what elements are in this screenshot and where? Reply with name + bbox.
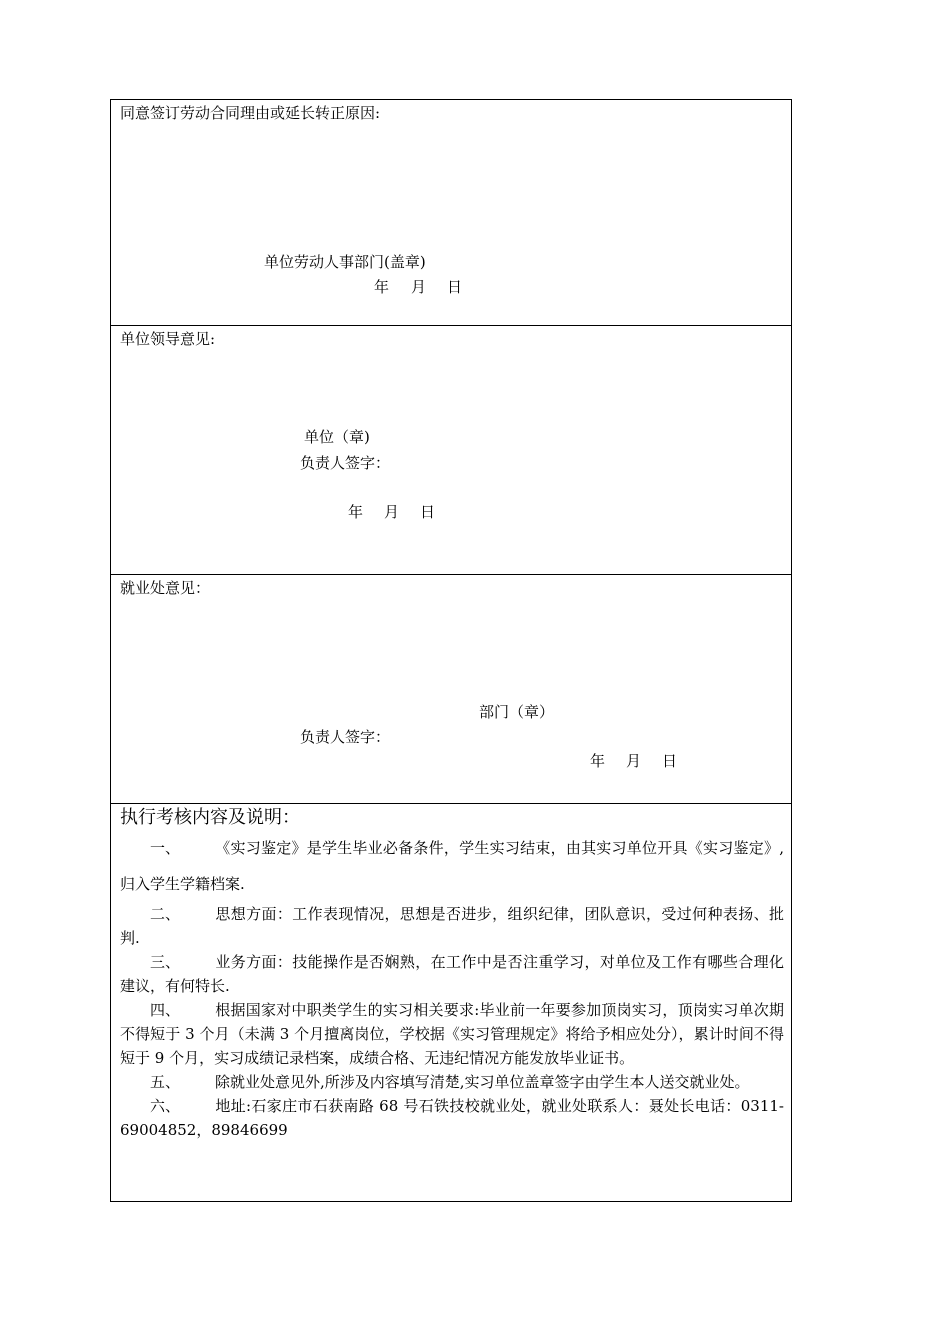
employment-office-opinion-label: 就业处意见： [120, 579, 211, 597]
department-stamp: 部门（章） [479, 703, 555, 721]
note-item [120, 902, 784, 950]
approval-form-table [110, 99, 792, 1202]
note-text: 业务方面：技能操作是否娴熟，在工作中是否注重学习，对单位及工作有哪些合理化建议，有何特长. [120, 953, 784, 995]
date-month: 月 [626, 752, 642, 770]
note-text: 除就业处意见外,所涉及内容填写清楚,实习单位盖章签字由学生本人送交就业处。 [215, 1073, 750, 1091]
note-text: 地址:石家庄市石获南路 68 号石铁技校就业处，就业处联系人：聂处长电话：0311-69004852，89846699 [120, 1097, 784, 1139]
leader-date-line [348, 503, 435, 521]
note-item [120, 1094, 784, 1142]
note-item [120, 1070, 784, 1094]
office-date-line [590, 752, 677, 770]
date-year: 年 [348, 503, 364, 521]
note-number: 六、 [150, 1097, 181, 1115]
section-unit-leader-opinion [111, 326, 791, 575]
leader-signature-label: 负责人签字： [300, 454, 391, 472]
date-day: 日 [662, 752, 678, 770]
hr-date-line [374, 278, 462, 296]
unit-stamp: 单位（章) [304, 428, 370, 446]
date-year: 年 [590, 752, 606, 770]
note-item [120, 830, 784, 902]
date-month: 月 [411, 278, 427, 296]
date-day: 日 [420, 503, 436, 521]
note-text: 思想方面：工作表现情况，思想是否进步，组织纪律，团队意识，受过何种表扬、批判. [120, 905, 784, 947]
hr-department-stamp: 单位劳动人事部门(盖章) [264, 253, 426, 271]
date-day: 日 [447, 278, 463, 296]
note-number: 四、 [150, 1001, 181, 1019]
notes-list [120, 830, 784, 1142]
note-number: 一、 [150, 839, 181, 857]
note-number: 五、 [150, 1073, 181, 1091]
note-text: 《实习鉴定》是学生毕业必备条件，学生实习结束，由其实习单位开具《实习鉴定》,归入学生学籍档案. [120, 839, 784, 893]
date-year: 年 [374, 278, 390, 296]
notes-title: 执行考核内容及说明： [120, 807, 300, 828]
section-notes [111, 804, 791, 1201]
unit-leader-opinion-label: 单位领导意见: [120, 330, 216, 348]
note-number: 三、 [150, 953, 181, 971]
note-item [120, 950, 784, 998]
date-month: 月 [384, 503, 400, 521]
section-contract-reason [111, 100, 791, 326]
office-signature-label: 负责人签字： [300, 728, 391, 746]
note-item [120, 998, 784, 1070]
note-number: 二、 [150, 905, 181, 923]
note-text: 根据国家对中职类学生的实习相关要求:毕业前一年要参加顶岗实习，顶岗实习单次期不得短于 3 个月（未满 3 个月擅离岗位，学校据《实习管理规定》将给予相应处分），累计时间不得短于 9 个月，实习成绩记录档案，成绩合格、无违纪情况方能发放毕业证书。 [120, 1001, 784, 1067]
contract-reason-label: 同意签订劳动合同理由或延长转正原因: [120, 104, 381, 122]
section-employment-office-opinion [111, 575, 791, 804]
